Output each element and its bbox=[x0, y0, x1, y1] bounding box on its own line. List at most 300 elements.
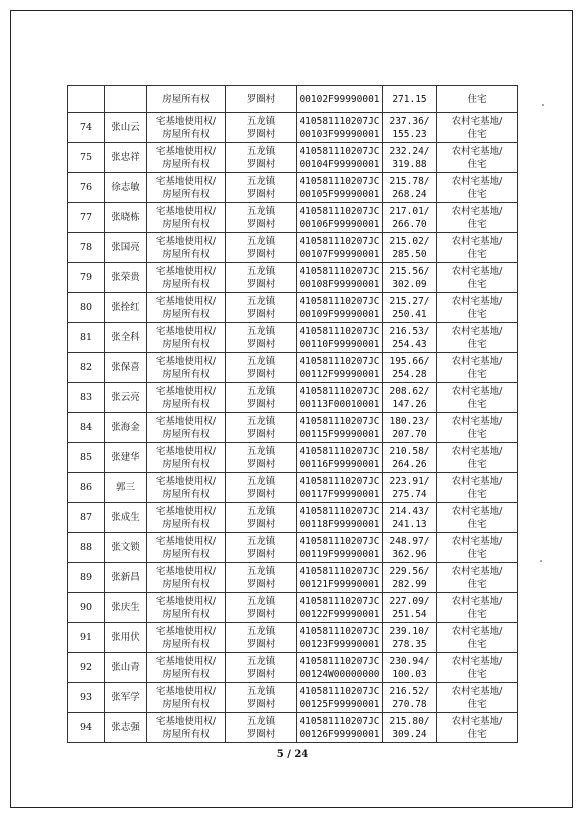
location-text: 罗圈村 bbox=[246, 158, 276, 170]
area-text: 239.10/ bbox=[389, 625, 430, 637]
land-use-cell bbox=[437, 143, 518, 173]
rights-type-cell bbox=[147, 413, 226, 443]
area-text: 155.23 bbox=[392, 128, 427, 140]
location-cell bbox=[226, 143, 297, 173]
unit-code-text: 00107F99990001 bbox=[299, 248, 380, 260]
area-text: 285.50 bbox=[392, 248, 427, 260]
area-text: 195.66/ bbox=[389, 355, 430, 367]
owner-name-text: 张晓栋 bbox=[111, 212, 140, 223]
unit-code-cell bbox=[297, 353, 383, 383]
rights-type-text: 宅基地使用权/ bbox=[155, 625, 217, 637]
land-use-text: 农村宅基地/ bbox=[451, 685, 503, 697]
rights-type-text: 房屋所有权 bbox=[162, 728, 210, 740]
row-number-cell bbox=[68, 203, 105, 233]
land-use-text: 农村宅基地/ bbox=[451, 415, 503, 427]
rights-type-text: 宅基地使用权/ bbox=[155, 145, 217, 157]
unit-code-text: 00121F99990001 bbox=[299, 578, 380, 590]
owner-name-cell bbox=[105, 413, 147, 443]
rights-type-text: 宅基地使用权/ bbox=[155, 175, 217, 187]
rights-type-text: 房屋所有权 bbox=[162, 218, 210, 230]
area-text: 282.99 bbox=[392, 578, 427, 590]
owner-name-text: 张保喜 bbox=[111, 362, 140, 373]
unit-code-text: 00108F99990001 bbox=[299, 278, 380, 290]
row-number-cell bbox=[68, 683, 105, 713]
row-number-text: 81 bbox=[79, 332, 93, 343]
row-number-text: 83 bbox=[79, 392, 93, 403]
location-text: 罗圈村 bbox=[246, 608, 276, 620]
row-number-text: 86 bbox=[79, 482, 93, 493]
row-number-cell bbox=[68, 623, 105, 653]
rights-type-text: 房屋所有权 bbox=[162, 578, 210, 590]
rights-type-text: 房屋所有权 bbox=[162, 248, 210, 260]
rights-type-text: 房屋所有权 bbox=[162, 398, 210, 410]
unit-code-cell bbox=[297, 293, 383, 323]
owner-name-text: 张云亮 bbox=[111, 392, 140, 403]
land-use-cell bbox=[437, 263, 518, 293]
land-use-text: 住宅 bbox=[467, 248, 487, 260]
owner-name-text: 张荣贵 bbox=[111, 272, 140, 283]
unit-code-text: 00113F00010001 bbox=[299, 398, 380, 410]
owner-name-text: 张建华 bbox=[111, 452, 140, 463]
rights-type-text: 宅基地使用权/ bbox=[155, 565, 217, 577]
area-cell bbox=[383, 113, 437, 143]
unit-code-cell bbox=[297, 263, 383, 293]
rights-type-text: 房屋所有权 bbox=[162, 158, 210, 170]
unit-code-text: 00109F99990001 bbox=[299, 308, 380, 320]
unit-code-cell bbox=[297, 593, 383, 623]
rights-type-text: 房屋所有权 bbox=[162, 188, 210, 200]
row-number-cell bbox=[68, 443, 105, 473]
location-text: 五龙镇 bbox=[246, 385, 276, 397]
location-cell bbox=[226, 293, 297, 323]
unit-code-text: 00124W00000000 bbox=[299, 668, 380, 680]
row-number-cell bbox=[68, 503, 105, 533]
table-row bbox=[68, 353, 518, 383]
location-cell bbox=[226, 593, 297, 623]
owner-name-cell bbox=[105, 173, 147, 203]
owner-name-cell bbox=[105, 353, 147, 383]
rights-type-text: 房屋所有权 bbox=[162, 698, 210, 710]
location-text: 五龙镇 bbox=[246, 595, 276, 607]
land-use-cell bbox=[437, 563, 518, 593]
area-text: 302.09 bbox=[392, 278, 427, 290]
area-text: 229.56/ bbox=[389, 565, 430, 577]
row-number-text: 75 bbox=[79, 152, 93, 163]
area-text: 208.62/ bbox=[389, 385, 430, 397]
land-use-text: 农村宅基地/ bbox=[451, 475, 503, 487]
owner-name-cell bbox=[105, 713, 147, 743]
area-cell bbox=[383, 533, 437, 563]
owner-name-cell bbox=[105, 143, 147, 173]
unit-code-text: 00122F99990001 bbox=[299, 608, 380, 620]
owner-name-text: 张忠祥 bbox=[111, 152, 140, 163]
land-use-text: 住宅 bbox=[467, 368, 487, 380]
land-use-text: 住宅 bbox=[467, 548, 487, 560]
area-cell bbox=[383, 653, 437, 683]
land-use-cell bbox=[437, 653, 518, 683]
row-number-cell bbox=[68, 533, 105, 563]
unit-code-cell bbox=[297, 233, 383, 263]
unit-code-text: 00104F99990001 bbox=[299, 158, 380, 170]
row-number-text: 79 bbox=[79, 272, 93, 283]
land-use-text: 农村宅基地/ bbox=[451, 355, 503, 367]
area-cell bbox=[383, 143, 437, 173]
unit-code-text: 410581110207JC bbox=[299, 535, 380, 547]
table-row bbox=[68, 713, 518, 743]
row-number-text: 82 bbox=[79, 362, 93, 373]
table-row bbox=[68, 173, 518, 203]
rights-type-text: 宅基地使用权/ bbox=[155, 595, 217, 607]
unit-code-cell bbox=[297, 713, 383, 743]
land-use-cell bbox=[437, 623, 518, 653]
area-text: 278.35 bbox=[392, 638, 427, 650]
row-number-text: 84 bbox=[79, 422, 93, 433]
land-use-text: 住宅 bbox=[467, 578, 487, 590]
location-text: 罗圈村 bbox=[246, 398, 276, 410]
rights-type-text: 房屋所有权 bbox=[162, 488, 210, 500]
area-text: 223.91/ bbox=[389, 475, 430, 487]
area-text: 215.80/ bbox=[389, 715, 430, 727]
area-cell bbox=[383, 263, 437, 293]
rights-type-cell bbox=[147, 203, 226, 233]
rights-type-text: 宅基地使用权/ bbox=[155, 385, 217, 397]
table-row bbox=[68, 383, 518, 413]
location-cell bbox=[226, 653, 297, 683]
land-use-cell bbox=[437, 593, 518, 623]
location-cell bbox=[226, 203, 297, 233]
unit-code-text: 00115F99990001 bbox=[299, 428, 380, 440]
location-text: 五龙镇 bbox=[246, 475, 276, 487]
land-use-text: 农村宅基地/ bbox=[451, 505, 503, 517]
owner-name-text: 张山青 bbox=[111, 662, 140, 673]
rights-type-cell: 房屋所有权 bbox=[147, 86, 226, 113]
area-cell: 271.15 bbox=[383, 86, 437, 113]
unit-code-cell bbox=[297, 533, 383, 563]
table-row bbox=[68, 203, 518, 233]
unit-code-text: 410581110207JC bbox=[299, 505, 380, 517]
land-use-cell bbox=[437, 383, 518, 413]
area-text: 216.53/ bbox=[389, 325, 430, 337]
unit-code-text: 00126F99990001 bbox=[299, 728, 380, 740]
rights-type-text: 房屋所有权 bbox=[162, 638, 210, 650]
area-cell bbox=[383, 563, 437, 593]
owner-name-text: 徐志敏 bbox=[111, 182, 140, 193]
unit-code-text: 410581110207JC bbox=[299, 355, 380, 367]
unit-code-text: 00116F99990001 bbox=[299, 458, 380, 470]
area-text: 254.43 bbox=[392, 338, 427, 350]
unit-code-text: 410581110207JC bbox=[299, 565, 380, 577]
unit-code-text: 410581110207JC bbox=[299, 595, 380, 607]
rights-type-text: 宅基地使用权/ bbox=[155, 115, 217, 127]
rights-type-text: 宅基地使用权/ bbox=[155, 445, 217, 457]
unit-code-text: 410581110207JC bbox=[299, 145, 380, 157]
row-number-text: 85 bbox=[79, 452, 93, 463]
table-row bbox=[68, 533, 518, 563]
unit-code-text: 00103F99990001 bbox=[299, 128, 380, 140]
location-text: 罗圈村 bbox=[246, 458, 276, 470]
unit-code-text: 410581110207JC bbox=[299, 175, 380, 187]
owner-name-text: 张全科 bbox=[111, 332, 140, 343]
location-text: 罗圈村 bbox=[246, 518, 276, 530]
unit-code-text: 410581110207JC bbox=[299, 655, 380, 667]
land-use-text: 农村宅基地/ bbox=[451, 535, 503, 547]
area-cell bbox=[383, 503, 437, 533]
area-text: 275.74 bbox=[392, 488, 427, 500]
owner-name-text: 张军学 bbox=[111, 692, 140, 703]
owner-name-cell bbox=[105, 593, 147, 623]
row-number-cell bbox=[68, 86, 105, 113]
owner-name-cell bbox=[105, 293, 147, 323]
rights-type-cell bbox=[147, 593, 226, 623]
land-use-text: 农村宅基地/ bbox=[451, 715, 503, 727]
rights-type-text: 房屋所有权 bbox=[162, 608, 210, 620]
location-text: 五龙镇 bbox=[246, 445, 276, 457]
land-use-text: 住宅 bbox=[467, 458, 487, 470]
area-text: 309.24 bbox=[392, 728, 427, 740]
location-text: 罗圈村 bbox=[246, 218, 276, 230]
area-text: 227.09/ bbox=[389, 595, 430, 607]
location-cell bbox=[226, 533, 297, 563]
land-use-text: 农村宅基地/ bbox=[451, 565, 503, 577]
land-use-text: 农村宅基地/ bbox=[451, 325, 503, 337]
owner-name-cell bbox=[105, 323, 147, 353]
area-text: 264.26 bbox=[392, 458, 427, 470]
owner-name-text: 张拴红 bbox=[111, 302, 140, 313]
rights-type-cell bbox=[147, 713, 226, 743]
unit-code-text: 00119F99990001 bbox=[299, 548, 380, 560]
owner-name-cell bbox=[105, 653, 147, 683]
area-cell bbox=[383, 203, 437, 233]
rights-type-text: 宅基地使用权/ bbox=[155, 655, 217, 667]
area-text: 217.01/ bbox=[389, 205, 430, 217]
table-row bbox=[68, 263, 518, 293]
location-text: 五龙镇 bbox=[246, 295, 276, 307]
rights-type-text: 房屋所有权 bbox=[162, 308, 210, 320]
location-text: 五龙镇 bbox=[246, 205, 276, 217]
location-cell bbox=[226, 233, 297, 263]
rights-type-cell bbox=[147, 143, 226, 173]
area-text: 319.88 bbox=[392, 158, 427, 170]
unit-code-cell bbox=[297, 323, 383, 353]
unit-code-text: 410581110207JC bbox=[299, 685, 380, 697]
row-number-cell bbox=[68, 263, 105, 293]
location-text: 罗圈村 bbox=[246, 308, 276, 320]
unit-code-cell bbox=[297, 563, 383, 593]
rights-type-cell bbox=[147, 503, 226, 533]
rights-type-text: 房屋所有权 bbox=[162, 428, 210, 440]
row-number-cell bbox=[68, 413, 105, 443]
table-row bbox=[68, 503, 518, 533]
area-cell bbox=[383, 233, 437, 263]
area-text: 180.23/ bbox=[389, 415, 430, 427]
rights-type-cell bbox=[147, 533, 226, 563]
land-use-text: 农村宅基地/ bbox=[451, 625, 503, 637]
area-text: 232.24/ bbox=[389, 145, 430, 157]
owner-name-cell bbox=[105, 623, 147, 653]
row-number-cell bbox=[68, 563, 105, 593]
rights-type-text: 宅基地使用权/ bbox=[155, 325, 217, 337]
rights-type-cell bbox=[147, 173, 226, 203]
row-number-cell bbox=[68, 143, 105, 173]
location-cell bbox=[226, 173, 297, 203]
area-cell bbox=[383, 593, 437, 623]
location-text: 罗圈村 bbox=[246, 488, 276, 500]
land-use-cell bbox=[437, 353, 518, 383]
location-cell bbox=[226, 473, 297, 503]
area-text: 270.78 bbox=[392, 698, 427, 710]
rights-type-cell bbox=[147, 473, 226, 503]
rights-type-text: 宅基地使用权/ bbox=[155, 265, 217, 277]
row-number-cell bbox=[68, 323, 105, 353]
land-use-text: 农村宅基地/ bbox=[451, 655, 503, 667]
area-text: 268.24 bbox=[392, 188, 427, 200]
owner-name-text: 张国亮 bbox=[111, 242, 140, 253]
owner-name-text: 张新昌 bbox=[111, 572, 140, 583]
unit-code-text: 00112F99990001 bbox=[299, 368, 380, 380]
unit-code-text: 00106F99990001 bbox=[299, 218, 380, 230]
rights-type-cell bbox=[147, 563, 226, 593]
rights-type-text: 房屋所有权 bbox=[162, 458, 210, 470]
land-use-cell bbox=[437, 473, 518, 503]
unit-code-cell bbox=[297, 503, 383, 533]
area-text: 254.28 bbox=[392, 368, 427, 380]
owner-name-cell bbox=[105, 683, 147, 713]
location-text: 罗圈村 bbox=[246, 338, 276, 350]
row-number-text: 90 bbox=[79, 602, 93, 613]
rights-type-cell bbox=[147, 293, 226, 323]
location-text: 罗圈村 bbox=[246, 428, 276, 440]
location-cell bbox=[226, 353, 297, 383]
table-row bbox=[68, 563, 518, 593]
location-text: 罗圈村 bbox=[246, 668, 276, 680]
rights-type-cell bbox=[147, 323, 226, 353]
location-text: 罗圈村 bbox=[246, 188, 276, 200]
rights-type-text: 宅基地使用权/ bbox=[155, 475, 217, 487]
row-number-cell bbox=[68, 593, 105, 623]
rights-type-text: 房屋所有权 bbox=[162, 668, 210, 680]
location-cell bbox=[226, 323, 297, 353]
unit-code-cell bbox=[297, 443, 383, 473]
unit-code-text: 410581110207JC bbox=[299, 325, 380, 337]
row-number-text: 76 bbox=[79, 182, 93, 193]
property-records-table bbox=[67, 85, 518, 743]
owner-name-cell bbox=[105, 503, 147, 533]
row-number-text: 80 bbox=[79, 302, 93, 313]
row-number-text: 77 bbox=[79, 212, 93, 223]
unit-code-cell bbox=[297, 623, 383, 653]
unit-code-text: 00105F99990001 bbox=[299, 188, 380, 200]
row-number-cell bbox=[68, 113, 105, 143]
area-text: 250.41 bbox=[392, 308, 427, 320]
location-cell bbox=[226, 263, 297, 293]
row-number-text: 94 bbox=[79, 722, 93, 733]
land-use-text: 住宅 bbox=[467, 218, 487, 230]
land-use-cell bbox=[437, 173, 518, 203]
land-use-text: 农村宅基地/ bbox=[451, 175, 503, 187]
area-text: 215.27/ bbox=[389, 295, 430, 307]
land-use-cell bbox=[437, 533, 518, 563]
rights-type-cell bbox=[147, 263, 226, 293]
location-text: 五龙镇 bbox=[246, 115, 276, 127]
unit-code-text: 00117F99990001 bbox=[299, 488, 380, 500]
rights-type-text: 房屋所有权 bbox=[162, 548, 210, 560]
table-row bbox=[68, 413, 518, 443]
unit-code-cell bbox=[297, 653, 383, 683]
land-use-cell bbox=[437, 293, 518, 323]
row-number-cell bbox=[68, 293, 105, 323]
land-use-cell bbox=[437, 113, 518, 143]
unit-code-text: 410581110207JC bbox=[299, 205, 380, 217]
rights-type-cell bbox=[147, 353, 226, 383]
location-cell: 罗圈村 bbox=[226, 86, 297, 113]
location-text: 五龙镇 bbox=[246, 235, 276, 247]
land-use-text: 住宅 bbox=[467, 128, 487, 140]
area-text: 362.96 bbox=[392, 548, 427, 560]
owner-name-cell bbox=[105, 113, 147, 143]
location-text: 罗圈村 bbox=[246, 128, 276, 140]
rights-type-cell bbox=[147, 383, 226, 413]
land-use-cell bbox=[437, 503, 518, 533]
unit-code-text: 410581110207JC bbox=[299, 715, 380, 727]
table-row-continued bbox=[68, 86, 518, 113]
rights-type-text: 宅基地使用权/ bbox=[155, 205, 217, 217]
land-use-cell bbox=[437, 323, 518, 353]
location-text: 五龙镇 bbox=[246, 355, 276, 367]
area-cell bbox=[383, 443, 437, 473]
owner-name-cell bbox=[105, 86, 147, 113]
area-text: 248.97/ bbox=[389, 535, 430, 547]
rights-type-text: 宅基地使用权/ bbox=[155, 505, 217, 517]
land-use-text: 住宅 bbox=[467, 428, 487, 440]
area-cell bbox=[383, 473, 437, 503]
row-number-text: 88 bbox=[79, 542, 93, 553]
location-text: 五龙镇 bbox=[246, 565, 276, 577]
table-row bbox=[68, 653, 518, 683]
land-use-text: 农村宅基地/ bbox=[451, 595, 503, 607]
scan-speck bbox=[540, 560, 542, 562]
unit-code-text: 410581110207JC bbox=[299, 235, 380, 247]
land-use-cell bbox=[437, 203, 518, 233]
land-use-text: 农村宅基地/ bbox=[451, 445, 503, 457]
location-cell bbox=[226, 443, 297, 473]
unit-code-text: 00125F99990001 bbox=[299, 698, 380, 710]
table-row bbox=[68, 113, 518, 143]
land-use-text: 住宅 bbox=[467, 308, 487, 320]
location-cell bbox=[226, 413, 297, 443]
rights-type-text: 房屋所有权 bbox=[162, 278, 210, 290]
owner-name-cell bbox=[105, 383, 147, 413]
area-cell bbox=[383, 323, 437, 353]
area-cell bbox=[383, 293, 437, 323]
unit-code-text: 410581110207JC bbox=[299, 475, 380, 487]
owner-name-cell bbox=[105, 203, 147, 233]
row-number-cell bbox=[68, 653, 105, 683]
location-cell bbox=[226, 713, 297, 743]
owner-name-cell bbox=[105, 443, 147, 473]
unit-code-text: 410581110207JC bbox=[299, 265, 380, 277]
table-row bbox=[68, 443, 518, 473]
unit-code-cell bbox=[297, 413, 383, 443]
row-number-cell bbox=[68, 713, 105, 743]
land-use-text: 住宅 bbox=[467, 608, 487, 620]
unit-code-cell bbox=[297, 143, 383, 173]
land-use-cell bbox=[437, 233, 518, 263]
location-text: 五龙镇 bbox=[246, 505, 276, 517]
row-number-cell bbox=[68, 353, 105, 383]
land-use-text: 住宅 bbox=[467, 728, 487, 740]
rights-type-text: 房屋所有权 bbox=[162, 128, 210, 140]
location-text: 罗圈村 bbox=[246, 548, 276, 560]
